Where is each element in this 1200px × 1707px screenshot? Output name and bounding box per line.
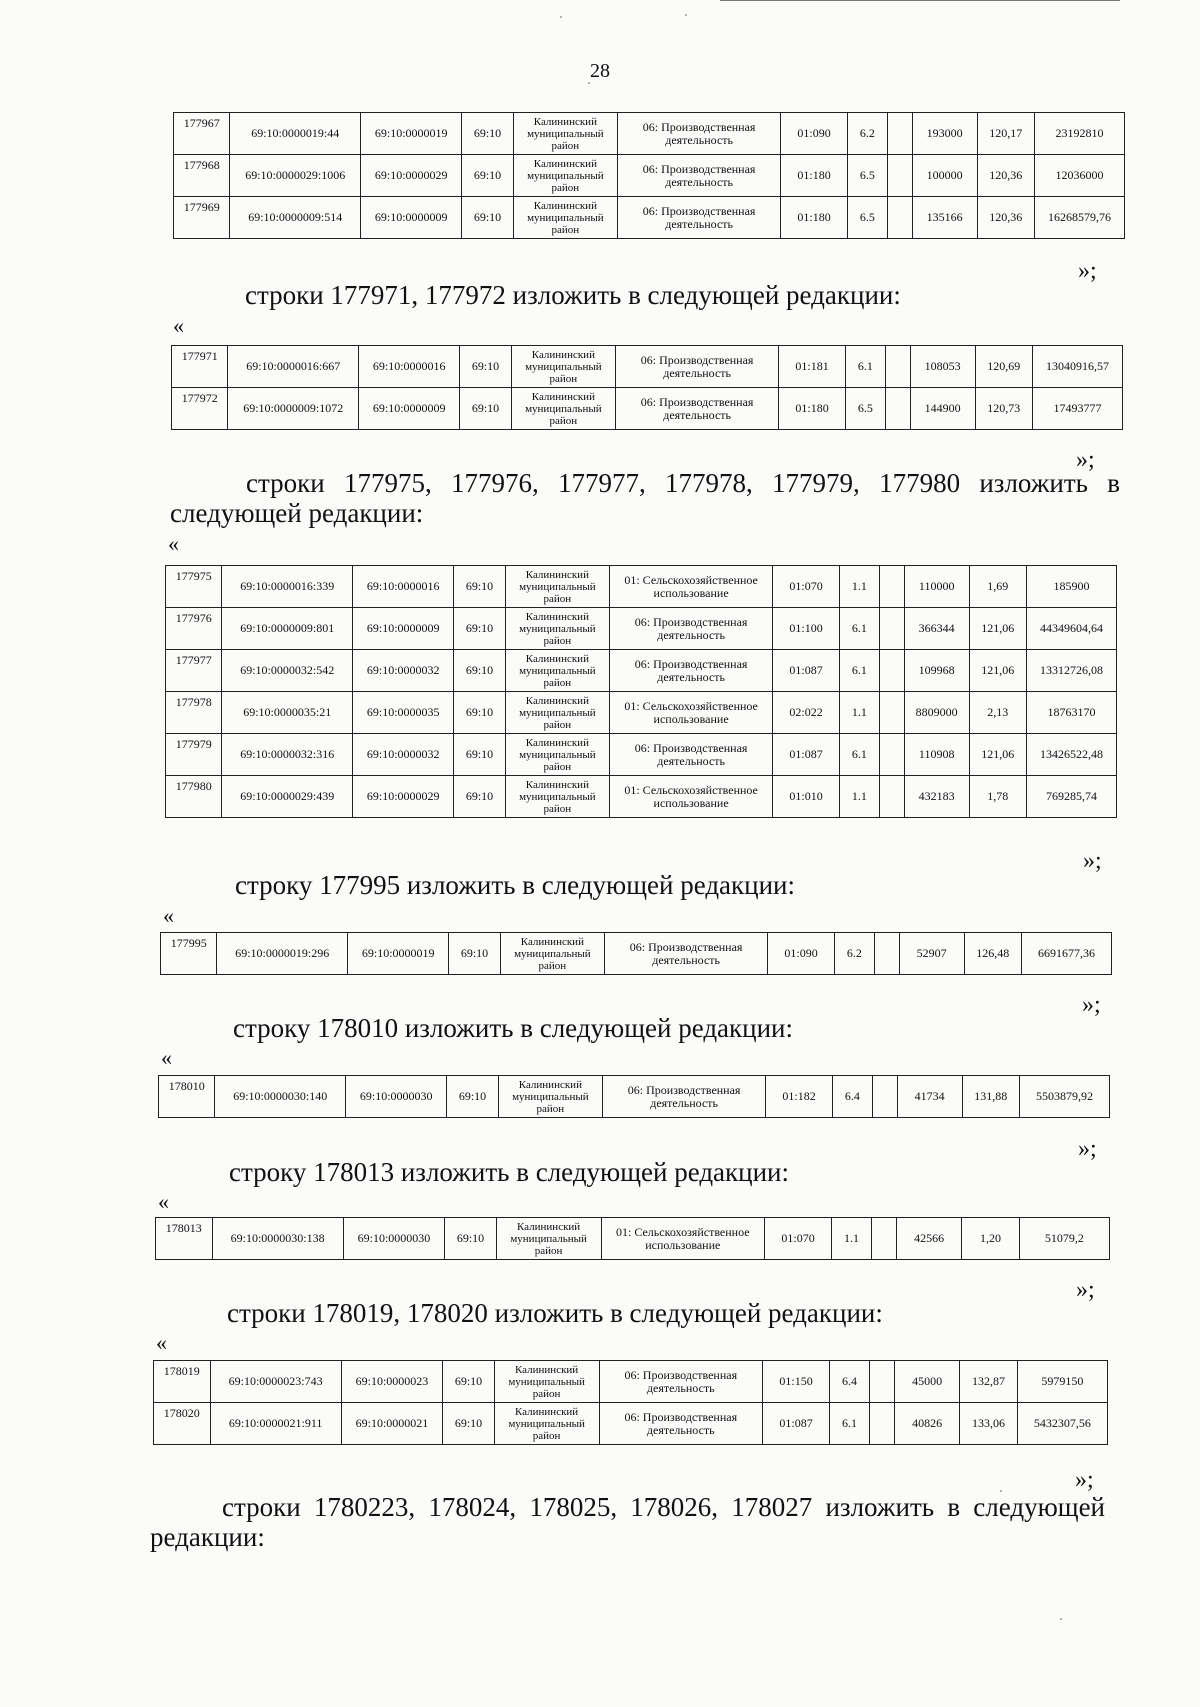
cadastral-value-cell: 51079,2 — [1019, 1218, 1109, 1260]
use-code-cell: 01:090 — [781, 113, 848, 155]
group-number-cell: 6.2 — [835, 933, 875, 975]
cadastral-number-cell: 69:10:0000030:140 — [215, 1076, 346, 1118]
area-value-cell: 193000 — [912, 113, 977, 155]
empty-cell-cell — [871, 1218, 896, 1260]
section-heading: строку 178013 изложить в следующей редакции: — [229, 1157, 790, 1187]
cadastral-number-cell: 69:10:0000021:911 — [210, 1403, 341, 1445]
land-use-purpose-cell: 06: Производственная деятельность — [618, 155, 781, 197]
cadastral-value-cell: 769285,74 — [1027, 776, 1117, 818]
scan-speck — [1060, 1618, 1062, 1620]
land-use-purpose-cell: 06: Производственная деятельность — [618, 197, 781, 239]
specific-value-cell: 131,88 — [962, 1076, 1019, 1118]
table-top-rows — [173, 112, 1125, 239]
area-value-cell: 40826 — [895, 1403, 960, 1445]
district-code-cell: 69:10 — [454, 566, 505, 608]
use-code-cell: 01:150 — [763, 1361, 830, 1403]
district-code-cell: 69:10 — [460, 346, 511, 388]
district-code-cell: 69:10 — [460, 388, 511, 430]
district-code-cell: 69:10 — [462, 155, 513, 197]
row-number-cell: 177976 — [166, 608, 222, 650]
cadastral-value-cell: 5432307,56 — [1017, 1403, 1107, 1445]
district-code-cell: 69:10 — [462, 197, 513, 239]
group-number-cell: 6.4 — [833, 1076, 873, 1118]
district-name-cell: Калининский муниципальный район — [498, 1076, 603, 1118]
cadastral-value-cell: 6691677,36 — [1022, 933, 1112, 975]
district-name-cell: Калининский муниципальный район — [505, 734, 610, 776]
table-row — [166, 566, 1117, 608]
group-number-cell: 6.1 — [846, 346, 886, 388]
district-name-cell: Калининский муниципальный район — [513, 113, 618, 155]
group-number-cell: 6.2 — [848, 113, 888, 155]
table-row — [174, 113, 1125, 155]
specific-value-cell: 126,48 — [964, 933, 1021, 975]
close-quote: »; — [1078, 1136, 1097, 1162]
table-row — [161, 933, 1112, 975]
cadastral-value-cell: 17493777 — [1033, 388, 1123, 430]
table-row — [172, 388, 1123, 430]
empty-cell-cell — [887, 197, 912, 239]
cadastral-block-cell: 69:10:0000016 — [359, 346, 460, 388]
table-section-rows — [155, 1217, 1110, 1260]
group-number-cell: 1.1 — [840, 692, 880, 734]
table-row — [166, 734, 1117, 776]
section-heading: строку 177995 изложить в следующей редакции: — [235, 870, 796, 900]
specific-value-cell: 132,87 — [960, 1361, 1018, 1403]
area-value-cell: 110000 — [904, 566, 969, 608]
district-code-cell: 69:10 — [454, 608, 505, 650]
district-name-cell: Калининский муниципальный район — [505, 566, 610, 608]
cadastral-number-cell: 69:10:0000023:743 — [210, 1361, 341, 1403]
use-code-cell: 01:182 — [766, 1076, 833, 1118]
group-number-cell: 6.1 — [830, 1403, 870, 1445]
land-use-purpose-cell: 06: Производственная деятельность — [599, 1361, 763, 1403]
table-row — [166, 608, 1117, 650]
area-value-cell: 45000 — [895, 1361, 960, 1403]
use-code-cell: 01:087 — [763, 1403, 830, 1445]
area-value-cell: 52907 — [899, 933, 964, 975]
row-number-cell: 178020 — [154, 1403, 211, 1445]
open-quote: « — [161, 1045, 172, 1070]
land-use-purpose-cell: 06: Производственная деятельность — [610, 734, 773, 776]
cadastral-block-cell: 69:10:0000009 — [361, 197, 462, 239]
empty-cell-cell — [879, 608, 904, 650]
area-value-cell: 366344 — [904, 608, 969, 650]
cadastral-block-cell: 69:10:0000021 — [341, 1403, 443, 1445]
cadastral-value-cell: 18763170 — [1027, 692, 1117, 734]
district-code-cell: 69:10 — [454, 650, 505, 692]
district-name-cell: Калининский муниципальный район — [511, 388, 616, 430]
close-quote: »; — [1075, 1467, 1094, 1493]
section-heading: строки 177975, 177976, 177977, 177978, 177979, 177980 изложить в следующей редакции: — [170, 468, 1120, 528]
cadastral-value-cell: 12036000 — [1035, 155, 1125, 197]
use-code-cell: 01:180 — [781, 155, 848, 197]
specific-value-cell: 121,06 — [969, 734, 1026, 776]
empty-cell-cell — [872, 1076, 897, 1118]
specific-value-cell: 120,17 — [977, 113, 1034, 155]
specific-value-cell: 121,06 — [969, 650, 1026, 692]
empty-cell-cell — [879, 692, 904, 734]
cadastral-value-cell: 13426522,48 — [1027, 734, 1117, 776]
cadastral-number-cell: 69:10:0000016:339 — [222, 566, 353, 608]
specific-value-cell: 1,78 — [969, 776, 1026, 818]
close-quote: »; — [1076, 1277, 1095, 1303]
table-row — [159, 1076, 1110, 1118]
use-code-cell: 01:180 — [779, 388, 846, 430]
section-heading: строки 1780223, 178024, 178025, 178026, 178027 изложить в следующей редакции: — [150, 1492, 1105, 1552]
land-use-purpose-cell: 01: Сельскохозяйственное использование — [610, 692, 773, 734]
table-section-rows — [165, 565, 1117, 818]
cadastral-block-cell: 69:10:0000023 — [341, 1361, 443, 1403]
use-code-cell: 01:181 — [779, 346, 846, 388]
section-heading: строки 178019, 178020 изложить в следующей редакции: — [227, 1298, 883, 1328]
scan-edge-line — [720, 0, 1120, 1]
row-number-cell: 177995 — [161, 933, 217, 975]
land-use-purpose-cell: 01: Сельскохозяйственное использование — [610, 776, 773, 818]
row-number-cell: 177967 — [174, 113, 230, 155]
table-row — [166, 692, 1117, 734]
specific-value-cell: 121,06 — [969, 608, 1026, 650]
empty-cell-cell — [887, 113, 912, 155]
cadastral-value-cell: 23192810 — [1035, 113, 1125, 155]
section-heading: строки 177971, 177972 изложить в следующей редакции: — [245, 280, 901, 310]
area-value-cell: 110908 — [904, 734, 969, 776]
specific-value-cell: 120,36 — [977, 197, 1034, 239]
cadastral-block-cell: 69:10:0000016 — [353, 566, 454, 608]
group-number-cell: 6.1 — [840, 650, 880, 692]
cadastral-number-cell: 69:10:0000009:1072 — [228, 388, 359, 430]
use-code-cell: 01:087 — [773, 650, 840, 692]
table-row — [166, 650, 1117, 692]
area-value-cell: 144900 — [910, 388, 975, 430]
district-name-cell: Калининский муниципальный район — [496, 1218, 601, 1260]
cadastral-number-cell: 69:10:0000029:439 — [222, 776, 353, 818]
use-code-cell: 01:070 — [773, 566, 840, 608]
cadastral-value-cell: 44349604,64 — [1027, 608, 1117, 650]
cadastral-block-cell: 69:10:0000009 — [359, 388, 460, 430]
table-row — [166, 776, 1117, 818]
empty-cell-cell — [887, 155, 912, 197]
district-code-cell: 69:10 — [443, 1361, 494, 1403]
district-code-cell: 69:10 — [449, 933, 500, 975]
cadastral-block-cell: 69:10:0000019 — [361, 113, 462, 155]
use-code-cell: 01:070 — [765, 1218, 832, 1260]
district-code-cell: 69:10 — [443, 1403, 494, 1445]
empty-cell-cell — [879, 650, 904, 692]
cadastral-value-cell: 5503879,92 — [1020, 1076, 1110, 1118]
table-row — [154, 1361, 1108, 1403]
area-value-cell: 432183 — [904, 776, 969, 818]
land-use-purpose-cell: 01: Сельскохозяйственное использование — [610, 566, 773, 608]
row-number-cell: 177979 — [166, 734, 222, 776]
table-row — [174, 197, 1125, 239]
scan-speck — [685, 14, 687, 16]
area-value-cell: 135166 — [912, 197, 977, 239]
empty-cell-cell — [874, 933, 899, 975]
table-section-rows — [171, 345, 1123, 430]
use-code-cell: 01:180 — [781, 197, 848, 239]
use-code-cell: 01:087 — [773, 734, 840, 776]
cadastral-block-cell: 69:10:0000029 — [353, 776, 454, 818]
specific-value-cell: 1,69 — [969, 566, 1026, 608]
land-use-purpose-cell: 01: Сельскохозяйственное использование — [601, 1218, 765, 1260]
open-quote: « — [173, 313, 184, 338]
cadastral-number-cell: 69:10:0000016:667 — [228, 346, 359, 388]
table-row — [156, 1218, 1110, 1260]
row-number-cell: 177977 — [166, 650, 222, 692]
district-name-cell: Калининский муниципальный район — [500, 933, 605, 975]
open-quote: « — [163, 903, 174, 928]
cadastral-block-cell: 69:10:0000032 — [353, 734, 454, 776]
table-row — [174, 155, 1125, 197]
cadastral-number-cell: 69:10:0000019:296 — [217, 933, 348, 975]
open-quote: « — [168, 531, 179, 556]
land-use-purpose-cell: 06: Производственная деятельность — [599, 1403, 763, 1445]
cadastral-block-cell: 69:10:0000029 — [361, 155, 462, 197]
table-row — [154, 1403, 1108, 1445]
cadastral-value-cell: 13312726,08 — [1027, 650, 1117, 692]
empty-cell-cell — [879, 734, 904, 776]
scan-speck — [560, 16, 562, 18]
district-name-cell: Калининский муниципальный район — [494, 1361, 599, 1403]
use-code-cell: 01:090 — [768, 933, 835, 975]
cadastral-number-cell: 69:10:0000009:801 — [222, 608, 353, 650]
area-value-cell: 108053 — [910, 346, 975, 388]
cadastral-number-cell: 69:10:0000032:542 — [222, 650, 353, 692]
empty-cell-cell — [885, 388, 910, 430]
table-row — [172, 346, 1123, 388]
land-use-purpose-cell: 06: Производственная деятельность — [605, 933, 768, 975]
area-value-cell: 8809000 — [904, 692, 969, 734]
cadastral-block-cell: 69:10:0000030 — [346, 1076, 447, 1118]
district-code-cell: 69:10 — [445, 1218, 496, 1260]
open-quote: « — [158, 1189, 169, 1214]
district-code-cell: 69:10 — [454, 734, 505, 776]
group-number-cell: 1.1 — [840, 776, 880, 818]
district-code-cell: 69:10 — [447, 1076, 498, 1118]
cadastral-number-cell: 69:10:0000035:21 — [222, 692, 353, 734]
table-section-rows — [153, 1360, 1108, 1445]
group-number-cell: 6.1 — [840, 734, 880, 776]
row-number-cell: 177980 — [166, 776, 222, 818]
district-name-cell: Калининский муниципальный район — [494, 1403, 599, 1445]
use-code-cell: 02:022 — [773, 692, 840, 734]
table-section-rows — [158, 1075, 1110, 1118]
section-heading: строку 178010 изложить в следующей редакции: — [233, 1013, 794, 1043]
cadastral-block-cell: 69:10:0000019 — [348, 933, 449, 975]
cadastral-block-cell: 69:10:0000032 — [353, 650, 454, 692]
close-quote: »; — [1083, 848, 1102, 874]
use-code-cell: 01:010 — [773, 776, 840, 818]
cadastral-block-cell: 69:10:0000030 — [343, 1218, 445, 1260]
close-quote: »; — [1078, 258, 1097, 284]
cadastral-value-cell: 16268579,76 — [1035, 197, 1125, 239]
row-number-cell: 178013 — [156, 1218, 213, 1260]
specific-value-cell: 120,73 — [975, 388, 1032, 430]
cadastral-value-cell: 185900 — [1027, 566, 1117, 608]
group-number-cell: 6.5 — [846, 388, 886, 430]
cadastral-number-cell: 69:10:0000030:138 — [212, 1218, 343, 1260]
district-name-cell: Калининский муниципальный район — [511, 346, 616, 388]
cadastral-value-cell: 5979150 — [1017, 1361, 1107, 1403]
district-name-cell: Калининский муниципальный район — [513, 155, 618, 197]
group-number-cell: 6.1 — [840, 608, 880, 650]
district-code-cell: 69:10 — [454, 692, 505, 734]
group-number-cell: 1.1 — [840, 566, 880, 608]
area-value-cell: 42566 — [897, 1218, 962, 1260]
specific-value-cell: 133,06 — [960, 1403, 1018, 1445]
area-value-cell: 100000 — [912, 155, 977, 197]
use-code-cell: 01:100 — [773, 608, 840, 650]
row-number-cell: 178010 — [159, 1076, 215, 1118]
empty-cell-cell — [869, 1361, 894, 1403]
row-number-cell: 177978 — [166, 692, 222, 734]
land-use-purpose-cell: 06: Производственная деятельность — [610, 608, 773, 650]
scan-speck — [1000, 1490, 1002, 1492]
open-quote: « — [156, 1330, 167, 1355]
scan-speck — [588, 82, 590, 84]
empty-cell-cell — [879, 776, 904, 818]
area-value-cell: 41734 — [897, 1076, 962, 1118]
cadastral-value-cell: 13040916,57 — [1033, 346, 1123, 388]
empty-cell-cell — [885, 346, 910, 388]
specific-value-cell: 1,20 — [962, 1218, 1020, 1260]
group-number-cell: 1.1 — [832, 1218, 872, 1260]
group-number-cell: 6.5 — [848, 155, 888, 197]
row-number-cell: 177968 — [174, 155, 230, 197]
land-use-purpose-cell: 06: Производственная деятельность — [616, 346, 779, 388]
empty-cell-cell — [869, 1403, 894, 1445]
row-number-cell: 177971 — [172, 346, 228, 388]
cadastral-number-cell: 69:10:0000019:44 — [230, 113, 361, 155]
land-use-purpose-cell: 06: Производственная деятельность — [610, 650, 773, 692]
district-name-cell: Калининский муниципальный район — [505, 650, 610, 692]
specific-value-cell: 2,13 — [969, 692, 1026, 734]
district-code-cell: 69:10 — [454, 776, 505, 818]
cadastral-block-cell: 69:10:0000035 — [353, 692, 454, 734]
close-quote: »; — [1076, 447, 1095, 473]
cadastral-number-cell: 69:10:0000029:1006 — [230, 155, 361, 197]
page-number: 28 — [590, 60, 610, 82]
group-number-cell: 6.4 — [830, 1361, 870, 1403]
row-number-cell: 177975 — [166, 566, 222, 608]
cadastral-number-cell: 69:10:0000032:316 — [222, 734, 353, 776]
district-code-cell: 69:10 — [462, 113, 513, 155]
empty-cell-cell — [879, 566, 904, 608]
cadastral-block-cell: 69:10:0000009 — [353, 608, 454, 650]
district-name-cell: Калининский муниципальный район — [505, 776, 610, 818]
close-quote: »; — [1082, 992, 1101, 1018]
specific-value-cell: 120,69 — [975, 346, 1032, 388]
land-use-purpose-cell: 06: Производственная деятельность — [603, 1076, 766, 1118]
row-number-cell: 177969 — [174, 197, 230, 239]
land-use-purpose-cell: 06: Производственная деятельность — [616, 388, 779, 430]
district-name-cell: Калининский муниципальный район — [505, 692, 610, 734]
district-name-cell: Калининский муниципальный район — [513, 197, 618, 239]
row-number-cell: 178019 — [154, 1361, 211, 1403]
cadastral-number-cell: 69:10:0000009:514 — [230, 197, 361, 239]
group-number-cell: 6.5 — [848, 197, 888, 239]
area-value-cell: 109968 — [904, 650, 969, 692]
specific-value-cell: 120,36 — [977, 155, 1034, 197]
row-number-cell: 177972 — [172, 388, 228, 430]
land-use-purpose-cell: 06: Производственная деятельность — [618, 113, 781, 155]
district-name-cell: Калининский муниципальный район — [505, 608, 610, 650]
table-section-rows — [160, 932, 1112, 975]
